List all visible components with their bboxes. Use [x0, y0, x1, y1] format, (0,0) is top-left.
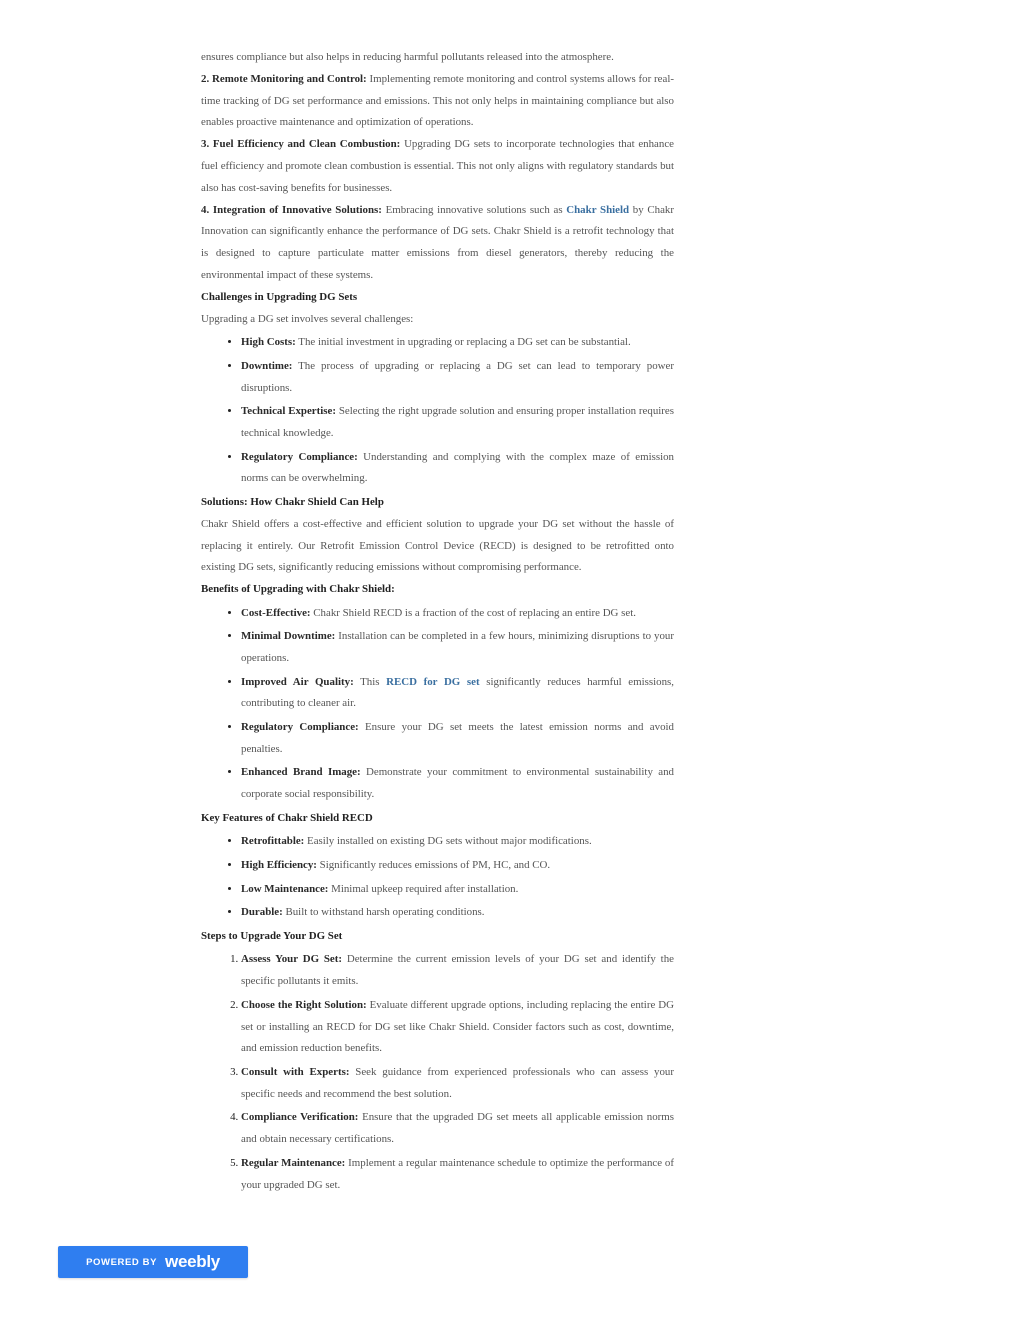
powered-by-weebly-badge[interactable]: [58, 1246, 248, 1278]
list-item: • Low Maintenance: Minimal upkeep required after installation.: [241, 879, 674, 901]
features-list: [201, 831, 674, 924]
challenges-heading: Challenges in Upgrading DG Sets: [201, 290, 358, 303]
intro-tail: ensures compliance but also helps in reducing harmful pollutants released into the atmosphere.: [201, 51, 614, 63]
challenges-intro: Upgrading a DG set involves several challenges:: [201, 312, 414, 325]
list-item: • Downtime: The process of upgrading or replacing a DG set can lead to temporary power disruptions.: [241, 356, 674, 400]
solutions-text: Chakr Shield offers a cost-effective and efficient solution to upgrade your DG set without the hassle of replacing it entirely. Our Retrofit Emission Control Device (RECD) is designed to be retrofitted onto existing DG sets, significantly reducing emissions without compromising performance.: [201, 517, 674, 574]
strategy-4: 4. Integration of Innovative Solutions: Embracing innovative solutions such as Chakr Shield by Chakr Innovation can significantly enhance the performance of DG sets. Chakr Shield is a retrofit technology that is designed to capture particulate matter emissions from diesel generators, thereby reducing the environmental impact of these systems.: [201, 203, 675, 281]
chakr-shield-link[interactable]: Chakr Shield: [566, 203, 630, 216]
list-item: 4. Compliance Verification: Ensure that the upgraded DG set meets all applicable emission norms and obtain necessary certifications.: [241, 1107, 674, 1151]
strategy-title: 2. Remote Monitoring and Control:: [201, 72, 367, 85]
list-item: • Regulatory Compliance: Ensure your DG set meets the latest emission norms and avoid penalties.: [241, 717, 674, 761]
list-item: • Improved Air Quality: This RECD for DG set significantly reduces harmful emissions, contributing to cleaner air.: [241, 672, 674, 716]
strategy-title: 3. Fuel Efficiency and Clean Combustion:: [201, 138, 401, 151]
benefits-list: [201, 603, 674, 806]
list-item: • Cost-Effective: Chakr Shield RECD is a fraction of the cost of replacing an entire DG set.: [241, 603, 674, 625]
list-item: 5. Regular Maintenance: Implement a regular maintenance schedule to optimize the performance of your upgraded DG set.: [241, 1153, 674, 1197]
list-item: • Regulatory Compliance: Understanding and complying with the complex maze of emission norms can be overwhelming.: [241, 447, 674, 491]
list-item: • Minimal Downtime: Installation can be completed in a few hours, minimizing disruptions to your operations.: [241, 626, 674, 670]
strategy-2: 2. Remote Monitoring and Control: Implementing remote monitoring and control systems allows for real-time tracking of DG set performance and emissions. This not only helps in maintaining compliance but also enables proactive maintenance and optimization of operations.: [201, 72, 674, 129]
list-item: • Retrofittable: Easily installed on existing DG sets without major modifications.: [241, 831, 674, 853]
article-body: [201, 47, 674, 1198]
steps-heading: Steps to Upgrade Your DG Set: [201, 929, 343, 942]
list-item: • High Costs: The initial investment in upgrading or replacing a DG set can be substantial.: [241, 332, 674, 354]
list-item: • Durable: Built to withstand harsh operating conditions.: [241, 902, 674, 924]
list-item: • Technical Expertise: Selecting the right upgrade solution and ensuring proper installation requires technical knowledge.: [241, 401, 674, 445]
steps-list: [201, 949, 674, 1196]
strategy-title: 4. Integration of Innovative Solutions:: [201, 203, 382, 216]
list-item: • Enhanced Brand Image: Demonstrate your commitment to environmental sustainability and corporate social responsibility.: [241, 762, 674, 806]
benefits-heading: Benefits of Upgrading with Chakr Shield:: [201, 583, 395, 596]
strategy-3: 3. Fuel Efficiency and Clean Combustion: Upgrading DG sets to incorporate technologies that enhance fuel efficiency and promote clean combustion is essential. This not only aligns with regulatory standards but also has cost-saving benefits for businesses.: [201, 138, 675, 194]
list-item: 3. Consult with Experts: Seek guidance from experienced professionals who can assess your specific needs and recommend the best solution.: [241, 1062, 674, 1106]
solutions-heading: Solutions: How Chakr Shield Can Help: [201, 495, 384, 508]
recd-for-dg-set-link[interactable]: RECD for DG set: [386, 675, 480, 688]
list-item: 2. Choose the Right Solution: Evaluate different upgrade options, including replacing the entire DG set or installing an RECD for DG set like Chakr Shield. Consider factors such as cost, downtime, and emission reduction benefits.: [241, 995, 674, 1060]
weebly-logo: weebly: [165, 1252, 220, 1271]
list-item: • High Efficiency: Significantly reduces emissions of PM, HC, and CO.: [241, 855, 674, 877]
badge-prefix: POWERED BY: [86, 1256, 158, 1268]
list-item: 1. Assess Your DG Set: Determine the current emission levels of your DG set and identify the specific pollutants it emits.: [241, 949, 674, 993]
features-heading: Key Features of Chakr Shield RECD: [201, 811, 373, 824]
challenges-list: [201, 332, 674, 490]
